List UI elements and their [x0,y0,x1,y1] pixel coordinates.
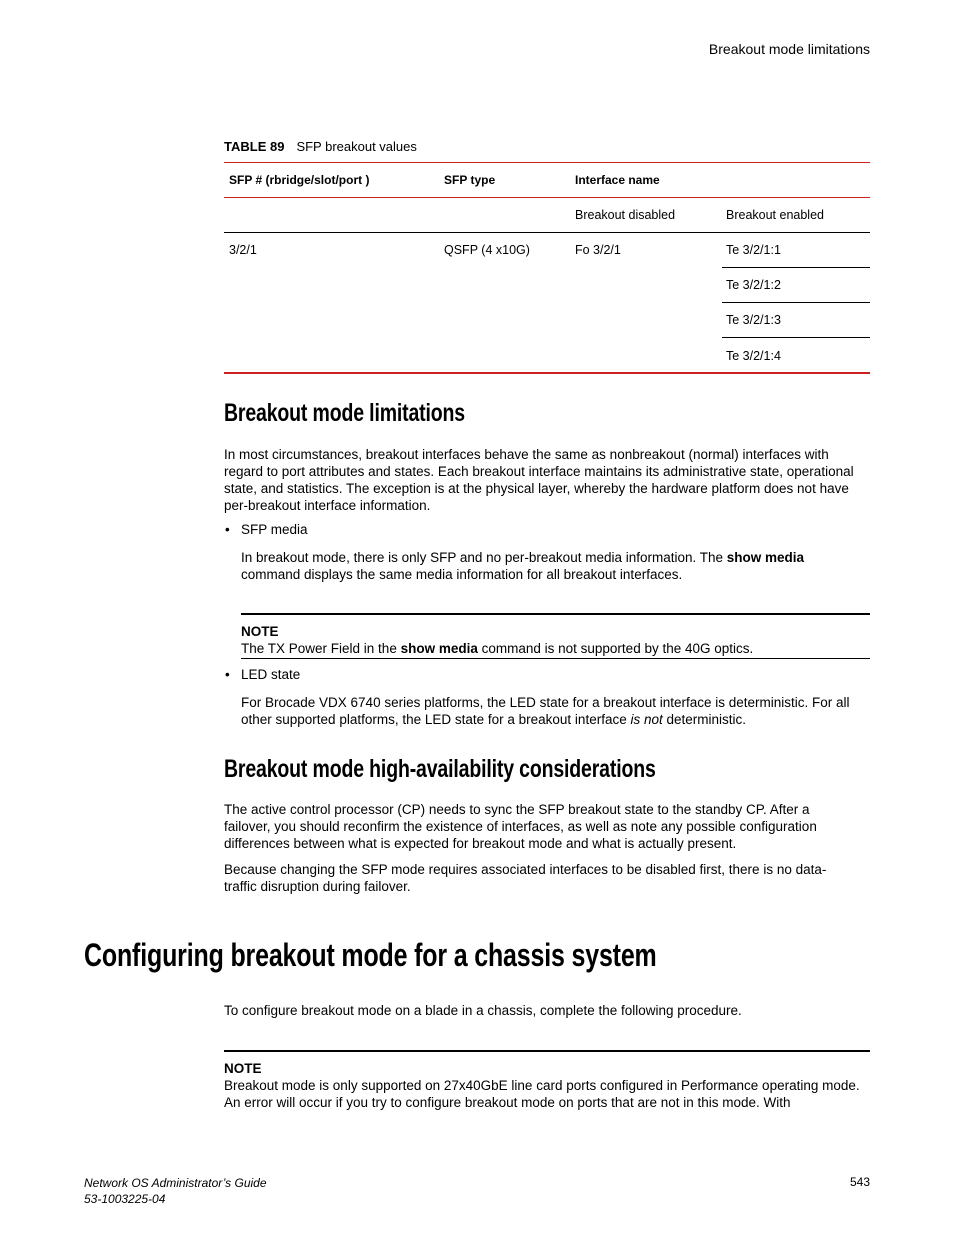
table-label: TABLE 89 [224,139,285,154]
doc-title: Network OS Administrator’s Guide [84,1176,267,1190]
paragraph: The active control processor (CP) needs to sync the SFP breakout state to the standby CP. After a failover, you should reconfirm the existence of interfaces, as well as note any possible configuration differences between what is expected for breakout mode and what is actually present. [224,802,817,851]
breakout-enabled-cell: Te 3/2/1:4 [726,349,781,363]
doc-number: 53-1003225-04 [84,1192,166,1206]
paragraph: To configure breakout mode on a blade in a chassis, complete the following procedure. [224,1003,742,1018]
breakout-enabled-cell: Te 3/2/1:2 [726,278,781,292]
command-name: show media [400,641,478,656]
note-box [241,623,870,657]
sfp-breakout-table [224,162,870,374]
note-label: NOTE [224,1061,262,1076]
breakout-disabled-cell: Fo 3/2/1 [575,243,621,257]
paragraph: Because changing the SFP mode requires associated interfaces to be disabled first, there is no data-traffic disruption during failover. [224,862,827,894]
bullet-body [241,549,866,583]
column-header: SFP type [444,173,496,187]
running-head: Breakout mode limitations [708,41,870,57]
section-heading: Breakout mode high-availability considerations [224,755,656,783]
section-intro: In most circumstances, breakout interfaces behave the same as nonbreakout (normal) interfaces with regard to port attributes and states. Each breakout interface maintains its administrative state, operational state, and statistics. The exception is at the physical layer, whereby the hardware platform does not have per-breakout interface information. [224,447,854,513]
column-header: SFP # (rbridge/slot/port ) [229,173,370,187]
bullet-label: SFP media [241,522,308,537]
table-row [224,233,870,372]
chapter-heading: Configuring breakout mode for a chassis system [84,937,657,973]
note-box [224,1060,864,1111]
page-number: 543 [849,1175,870,1189]
text-run: For Brocade VDX 6740 series platforms, the LED state for a breakout interface is deterministic. For all other supported platforms, the LED state for a breakout interface [241,695,850,727]
text-run: In breakout mode, there is only SFP and no per-breakout media information. The [241,550,727,565]
emphasis: is not [630,712,663,727]
bullet-item: • LED state [225,667,301,682]
bullet-label: LED state [241,667,301,682]
footer-left [84,1175,267,1207]
text-run: command is not supported by the 40G optics. [477,641,754,656]
breakout-enabled-cell: Te 3/2/1:1 [726,243,781,257]
sfp-cell: 3/2/1 [229,243,257,257]
table-header-row [224,163,870,197]
bullet-item: • SFP media [225,522,308,537]
subcolumn-header: Breakout disabled [575,208,676,222]
text-run: command displays the same media information for all breakout interfaces. [241,567,683,582]
section-heading: Breakout mode limitations [224,399,465,427]
sfp-type-cell: QSFP (4 x10G) [444,243,530,257]
table-subheader-row [224,198,870,232]
column-header: Interface name [575,173,660,187]
subcolumn-header: Breakout enabled [726,208,824,222]
command-name: show media [726,550,805,565]
text-run: The TX Power Field in the [241,641,401,656]
table-title: SFP breakout values [296,139,417,154]
breakout-enabled-cell: Te 3/2/1:3 [726,313,781,327]
text-run: Breakout mode is only supported on 27x40GbE line card ports configured in Performance operating mode. An error will occur if you try to configure breakout mode on ports that are not in this mode. With [224,1078,860,1110]
text-run: deterministic. [662,712,747,727]
bullet-body [241,694,866,728]
table-caption [224,139,417,154]
note-label: NOTE [241,624,279,639]
